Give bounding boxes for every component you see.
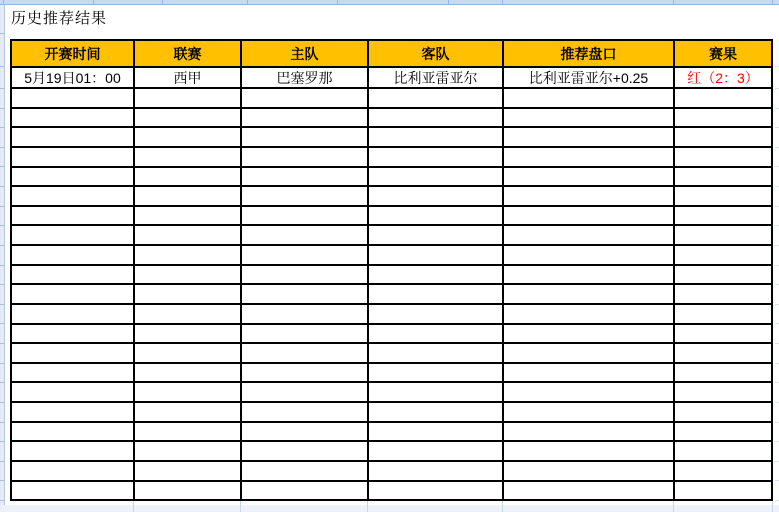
sheet-gridline (775, 480, 779, 481)
cell[interactable] (504, 246, 675, 264)
cell[interactable] (675, 168, 771, 186)
cell[interactable] (242, 187, 369, 205)
sheet-gridline (775, 108, 779, 109)
cell[interactable] (504, 187, 675, 205)
sheet-row-edge (0, 0, 779, 5)
sheet-gridline (775, 66, 779, 67)
cell[interactable] (369, 285, 504, 303)
cell[interactable] (675, 285, 771, 303)
sheet-gridline (0, 33, 4, 34)
page-title: 历史推荐结果 (11, 10, 108, 27)
sheet-gridline (0, 147, 4, 148)
sheet-gridline (775, 402, 779, 403)
sheet-gridline (448, 0, 449, 4)
cell[interactable] (12, 442, 135, 460)
cell[interactable] (242, 226, 369, 244)
cell[interactable] (12, 187, 135, 205)
table-row (12, 205, 771, 225)
sheet-gridline (0, 422, 4, 423)
cell[interactable] (135, 266, 242, 284)
sheet-gridline (775, 284, 779, 285)
cell[interactable] (504, 344, 675, 362)
header-cell-away-team[interactable]: 客队 (369, 41, 504, 66)
sheet-gridline (0, 284, 4, 285)
cell[interactable] (135, 187, 242, 205)
cell[interactable] (675, 246, 771, 264)
cell[interactable] (504, 364, 675, 382)
cell[interactable] (12, 325, 135, 343)
cell[interactable] (675, 148, 771, 166)
table-row (12, 126, 771, 146)
sheet-gridline (0, 343, 4, 344)
cell[interactable] (504, 148, 675, 166)
cell[interactable] (369, 89, 504, 107)
sheet-gridline (0, 441, 4, 442)
cell[interactable] (135, 462, 242, 480)
cell[interactable] (504, 89, 675, 107)
header-cell-time[interactable]: 开赛时间 (12, 41, 135, 66)
sheet-gridline (93, 0, 94, 4)
cell[interactable] (135, 344, 242, 362)
cell[interactable] (242, 462, 369, 480)
cell[interactable] (675, 89, 771, 107)
sheet-gridline (775, 245, 779, 246)
cell[interactable] (504, 109, 675, 127)
sheet-gridline (0, 88, 4, 89)
cell[interactable] (135, 325, 242, 343)
sheet-gridline (775, 461, 779, 462)
cell[interactable] (504, 305, 675, 323)
cell[interactable] (135, 285, 242, 303)
cell[interactable] (12, 109, 135, 127)
cell[interactable] (242, 403, 369, 421)
cell[interactable] (675, 344, 771, 362)
sheet-gridline (775, 206, 779, 207)
header-cell-result[interactable]: 赛果 (675, 41, 771, 66)
cell[interactable] (369, 383, 504, 401)
sheet-gridline (0, 245, 4, 246)
sheet-gridline (0, 500, 4, 501)
sheet-gridline (772, 0, 773, 4)
cell[interactable] (369, 148, 504, 166)
cell[interactable] (12, 305, 135, 323)
cell[interactable] (675, 364, 771, 382)
cell[interactable] (135, 423, 242, 441)
cell[interactable] (369, 423, 504, 441)
table-row (12, 146, 771, 166)
cell-league[interactable]: 西甲 (135, 68, 242, 87)
table-row (12, 381, 771, 401)
cell[interactable] (675, 482, 771, 500)
cell[interactable] (504, 226, 675, 244)
cell[interactable] (369, 168, 504, 186)
cell[interactable] (675, 266, 771, 284)
table-row (12, 244, 771, 264)
cell[interactable] (504, 403, 675, 421)
cell[interactable] (242, 423, 369, 441)
cell[interactable] (135, 148, 242, 166)
cell[interactable] (12, 168, 135, 186)
table-row (12, 342, 771, 362)
cell[interactable] (12, 226, 135, 244)
cell[interactable] (242, 344, 369, 362)
sheet-gridline (0, 382, 4, 383)
cell[interactable] (242, 325, 369, 343)
cell[interactable] (135, 168, 242, 186)
cell[interactable] (135, 403, 242, 421)
sheet-gridline (673, 0, 674, 4)
sheet-gridline (772, 501, 773, 512)
sheet-gridline (775, 166, 779, 167)
cell[interactable] (242, 364, 369, 382)
cell[interactable] (242, 168, 369, 186)
cell[interactable] (675, 383, 771, 401)
header-cell-handicap[interactable]: 推荐盘口 (504, 41, 675, 66)
recommendation-table (10, 39, 773, 501)
cell[interactable] (135, 128, 242, 146)
cell[interactable] (504, 462, 675, 480)
sheet-gridline (240, 501, 241, 512)
sheet-gridline (0, 480, 4, 481)
sheet-gridline (0, 461, 4, 462)
table-row (12, 185, 771, 205)
cell[interactable] (369, 128, 504, 146)
sheet-gridline (775, 127, 779, 128)
table-row (12, 87, 771, 107)
sheet-gridline (0, 186, 4, 187)
cell[interactable] (369, 482, 504, 500)
cell[interactable] (12, 89, 135, 107)
cell[interactable] (242, 305, 369, 323)
sheet-gridline (0, 323, 4, 324)
sheet-gridline (775, 88, 779, 89)
sheet-column-edge (0, 5, 5, 512)
sheet-gridline (367, 501, 368, 512)
sheet-gridline (775, 225, 779, 226)
cell-home-team[interactable]: 巴塞罗那 (242, 68, 369, 87)
sheet-gridline (775, 265, 779, 266)
cell[interactable] (675, 128, 771, 146)
sheet-gridline (0, 225, 4, 226)
cell[interactable] (675, 305, 771, 323)
cell[interactable] (369, 226, 504, 244)
cell[interactable] (504, 266, 675, 284)
cell[interactable] (12, 383, 135, 401)
cell[interactable] (135, 246, 242, 264)
cell[interactable] (12, 285, 135, 303)
cell[interactable] (675, 462, 771, 480)
cell[interactable] (242, 285, 369, 303)
table-row (12, 303, 771, 323)
table-row (12, 107, 771, 127)
cell[interactable] (135, 305, 242, 323)
cell[interactable] (242, 207, 369, 225)
sheet-gridline (0, 206, 4, 207)
cell[interactable] (369, 325, 504, 343)
table-row (12, 224, 771, 244)
sheet-gridline (0, 363, 4, 364)
cell[interactable] (675, 226, 771, 244)
cell[interactable] (135, 89, 242, 107)
cell[interactable] (135, 109, 242, 127)
table-row (12, 440, 771, 460)
cell[interactable] (242, 109, 369, 127)
cell[interactable] (504, 325, 675, 343)
cell[interactable] (242, 128, 369, 146)
cell[interactable] (135, 482, 242, 500)
cell[interactable] (242, 148, 369, 166)
sheet-gridline (775, 343, 779, 344)
cell[interactable] (12, 344, 135, 362)
cell[interactable] (242, 89, 369, 107)
table-row (12, 421, 771, 441)
cell[interactable] (504, 168, 675, 186)
sheet-gridline (0, 166, 4, 167)
sheet-gridline (0, 108, 4, 109)
table-row (12, 283, 771, 303)
cell[interactable] (12, 128, 135, 146)
cell[interactable] (504, 423, 675, 441)
cell[interactable] (135, 226, 242, 244)
cell[interactable] (135, 383, 242, 401)
cell[interactable] (369, 109, 504, 127)
cell[interactable] (12, 462, 135, 480)
cell[interactable] (135, 207, 242, 225)
cell[interactable] (675, 187, 771, 205)
cell[interactable] (504, 128, 675, 146)
cell-time[interactable]: 5月19日01：00 (12, 68, 135, 87)
sheet-gridline (3, 0, 4, 4)
cell[interactable] (369, 462, 504, 480)
sheet-gridline (775, 363, 779, 364)
cell[interactable] (12, 482, 135, 500)
table-row (12, 401, 771, 421)
cell[interactable] (12, 246, 135, 264)
cell[interactable] (504, 383, 675, 401)
sheet-gridline (0, 265, 4, 266)
cell-result[interactable]: 红（2：3） (687, 69, 759, 86)
header-cell-home-team[interactable]: 主队 (242, 41, 369, 66)
cell[interactable] (369, 266, 504, 284)
sheet-gridline (673, 501, 674, 512)
table-row (12, 323, 771, 343)
cell-away-team[interactable]: 比利亚雷亚尔 (369, 68, 504, 87)
sheet-gridline (0, 66, 4, 67)
sheet-gridline (162, 0, 163, 4)
cell[interactable] (369, 344, 504, 362)
sheet-gridline (247, 0, 248, 4)
cell[interactable] (242, 383, 369, 401)
sheet-bottom-band (0, 505, 779, 512)
cell[interactable] (675, 109, 771, 127)
cell[interactable] (135, 442, 242, 460)
cell[interactable] (12, 207, 135, 225)
cell[interactable] (675, 423, 771, 441)
cell[interactable] (369, 364, 504, 382)
cell[interactable] (369, 403, 504, 421)
sheet-gridline (775, 304, 779, 305)
table-header-row (12, 41, 771, 66)
cell[interactable] (12, 148, 135, 166)
cell[interactable] (675, 403, 771, 421)
sheet-gridline (337, 0, 338, 4)
cell[interactable] (504, 285, 675, 303)
sheet-gridline (775, 422, 779, 423)
table-row (12, 480, 771, 500)
cell[interactable] (675, 325, 771, 343)
cell[interactable] (369, 442, 504, 460)
sheet-gridline (775, 382, 779, 383)
table-row (12, 66, 771, 87)
sheet-gridline (775, 323, 779, 324)
sheet-gridline (0, 402, 4, 403)
cell[interactable] (675, 207, 771, 225)
cell[interactable] (242, 266, 369, 284)
cell[interactable] (12, 403, 135, 421)
table-row (12, 166, 771, 186)
sheet-gridline (775, 441, 779, 442)
sheet-gridline (502, 0, 503, 4)
table-row (12, 362, 771, 382)
cell[interactable] (242, 482, 369, 500)
sheet-gridline (0, 304, 4, 305)
cell[interactable] (135, 364, 242, 382)
table-row (12, 460, 771, 480)
sheet-gridline (0, 127, 4, 128)
cell[interactable] (12, 423, 135, 441)
cell[interactable] (12, 364, 135, 382)
cell[interactable] (504, 442, 675, 460)
sheet-gridline (775, 147, 779, 148)
cell[interactable] (369, 246, 504, 264)
cell[interactable] (369, 187, 504, 205)
header-cell-league[interactable]: 联赛 (135, 41, 242, 66)
cell[interactable] (369, 207, 504, 225)
table-row (12, 264, 771, 284)
cell[interactable] (242, 246, 369, 264)
cell[interactable] (504, 207, 675, 225)
sheet-gridline (502, 501, 503, 512)
sheet-gridline (775, 500, 779, 501)
cell[interactable] (369, 305, 504, 323)
cell-handicap[interactable]: 比利亚雷亚尔+0.25 (504, 68, 675, 87)
cell[interactable] (504, 482, 675, 500)
cell[interactable] (242, 442, 369, 460)
cell[interactable] (675, 442, 771, 460)
sheet-gridline (775, 186, 779, 187)
cell[interactable] (12, 266, 135, 284)
sheet-gridline (133, 501, 134, 512)
